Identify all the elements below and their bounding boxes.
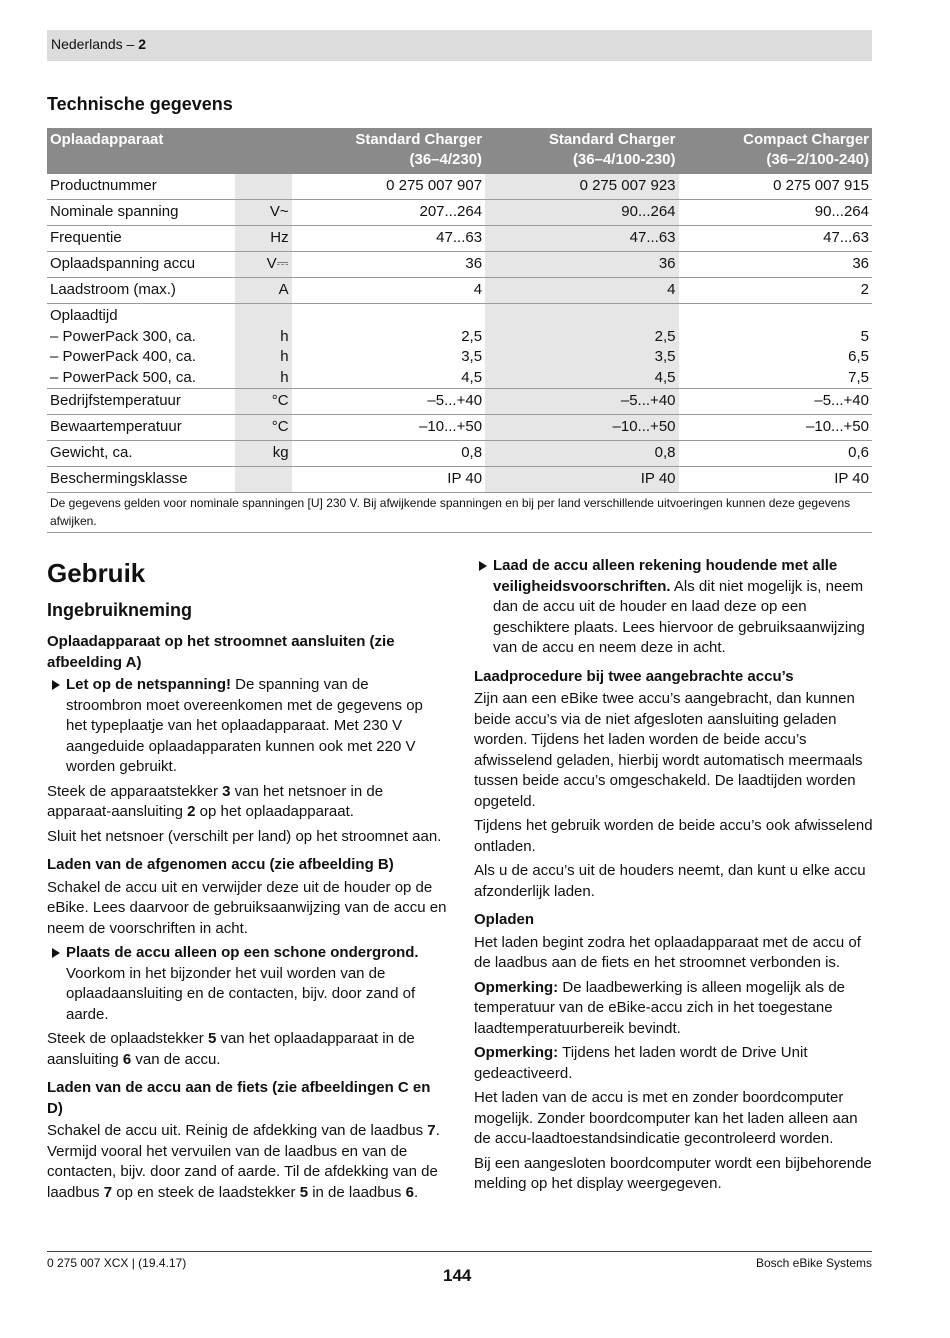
paragraph: Het laden van de accu is met en zonder boordcomputer mogelijk. Zonder boordcomputer kan het laden alleen aan de accu-laadtoestandsindicatie gecontroleerd worden. <box>474 1089 858 1147</box>
section-heading: Laden van de accu aan de fiets (zie afbeeldingen C en D) <box>47 1079 431 1117</box>
charge-time-item: – PowerPack 500, ca. <box>50 368 196 386</box>
table-row <box>47 226 872 252</box>
charge-time-values-2 <box>485 304 678 389</box>
spec-table <box>47 128 872 533</box>
table-row <box>47 252 872 278</box>
header-language: Nederlands <box>51 36 123 52</box>
row-value: 4,5 <box>654 368 676 386</box>
paragraph: Sluit het netsnoer (verschilt per land) op het stroomnet aan. <box>47 827 442 845</box>
row-unit <box>235 467 291 493</box>
table-note-row <box>47 493 872 533</box>
header-device: Oplaadapparaat <box>47 128 235 174</box>
row-unit: °C <box>235 389 291 415</box>
header-separator: – <box>122 36 139 52</box>
charge-time-units <box>235 304 291 389</box>
row-label: Laadstroom (max.) <box>47 278 235 304</box>
row-unit: V~ <box>235 200 291 226</box>
footer-divider <box>47 1251 872 1252</box>
row-unit: Hz <box>235 226 291 252</box>
paragraph: Tijdens het gebruik worden de beide accu’s ook afwisselend ontladen. <box>474 817 873 855</box>
paragraph: Steek de oplaadstekker 5 van het oplaadapparaat in de aansluiting 6 van de accu. <box>47 1030 415 1068</box>
charge-time-values-1 <box>292 304 485 389</box>
warning-bullet <box>47 943 447 1025</box>
row-value: 36 <box>679 252 872 278</box>
charge-time-title: Oplaadtijd <box>50 307 118 324</box>
row-value: IP 40 <box>679 467 872 493</box>
header-charger-3 <box>679 128 872 174</box>
footer-page-number: 144 <box>443 1266 472 1285</box>
row-value: 0 275 007 907 <box>292 174 485 200</box>
row-unit: h <box>280 327 289 345</box>
paragraph: Bij een aangesloten boordcomputer wordt een bijbehorende melding op het display weergegeven. <box>474 1154 872 1192</box>
paragraph: Opmerking: De laadbewerking is alleen mogelijk als de temperatuur van de eBike-accu zich in het toegestane laadtemperatuurbereik bevindt. <box>474 978 846 1037</box>
row-value: 36 <box>485 252 678 278</box>
row-value: –10...+50 <box>485 415 678 441</box>
table-header-row <box>47 128 872 174</box>
subsection-title: Ingebruikneming <box>47 600 193 620</box>
bullet-triangle-icon <box>479 561 487 571</box>
paragraph: Zijn aan een eBike twee accu’s aangebracht, dan kunnen beide accu’s via de niet afgesloten aansluiting geladen worden. Tijdens het laden worden de beide accu’s afwisselend geladen, hierbij wordt automatisch meermaals tussen beide accu’s omgeschakeld. De laadtijden worden opgeteld. <box>474 690 863 810</box>
bullet-bold: Plaats de accu alleen op een schone ondergrond. <box>66 944 419 961</box>
row-value: IP 40 <box>485 467 678 493</box>
row-unit: °C <box>235 415 291 441</box>
row-value: 90...264 <box>485 200 678 226</box>
row-value: –10...+50 <box>679 415 872 441</box>
bullet-triangle-icon <box>52 948 60 958</box>
row-unit: V⎓ <box>235 252 291 278</box>
warning-bullet <box>474 556 874 659</box>
row-value: 90...264 <box>679 200 872 226</box>
page-header <box>47 30 872 61</box>
bullet-text: Voorkom in het bijzonder het vuil worden van de oplaadaansluiting en de contacten, bijv. door zand of aarde. <box>66 964 416 1023</box>
charge-time-item: – PowerPack 400, ca. <box>50 348 196 365</box>
charge-time-values-3 <box>679 304 872 389</box>
bullet-bold: Let op de netspanning! <box>66 676 231 693</box>
table-row <box>47 200 872 226</box>
row-value: 0,8 <box>292 441 485 467</box>
row-unit: h <box>280 348 289 365</box>
right-column <box>474 556 874 1199</box>
header-charger-2 <box>485 128 678 174</box>
row-value: 4,5 <box>461 368 483 386</box>
row-label: Gewicht, ca. <box>47 441 235 467</box>
header-charger-1-name: Standard Charger <box>355 131 483 148</box>
row-unit <box>235 174 291 200</box>
row-value: 4 <box>485 278 678 304</box>
header-charger-2-name: Standard Charger <box>548 131 676 148</box>
section-title: Technische gegevens <box>47 94 233 114</box>
row-value: 3,5 <box>461 348 483 365</box>
paragraph: Opmerking: Tijdens het laden wordt de Drive Unit gedeactiveerd. <box>474 1044 808 1082</box>
row-value: 2,5 <box>654 327 676 345</box>
row-value: 0 275 007 923 <box>485 174 678 200</box>
bullet-text: De spanning van de stroombron moet overeenkomen met de gegevens op het typeplaatje van het oplaadapparaat. Met 230 V aangeduide oplaadapparaten kunnen ook met 220 V worden gebruikt. <box>66 676 423 775</box>
header-charger-1-model: (36–4/230) <box>409 151 483 168</box>
row-label: Bedrijfstemperatuur <box>47 389 235 415</box>
row-unit: A <box>235 278 291 304</box>
header-page: 2 <box>138 36 146 52</box>
row-value: 0 275 007 915 <box>679 174 872 200</box>
row-label: Bewaartemperatuur <box>47 415 235 441</box>
section-heading: Oplaadapparaat op het stroomnet aansluiten (zie afbeelding A) <box>47 633 395 671</box>
table-row <box>47 415 872 441</box>
header-charger-1 <box>292 128 485 174</box>
paragraph: Schakel de accu uit en verwijder deze uit de houder op de eBike. Lees daarvoor de gebruiksaanwijzing van de accu en neem de voorschriften in acht. <box>47 878 447 937</box>
row-value: 36 <box>292 252 485 278</box>
table-row-charge-time <box>47 304 872 389</box>
row-label: Frequentie <box>47 226 235 252</box>
section-heading: Opladen <box>474 911 535 928</box>
bullet-bold: Laad de accu alleen rekening houdende met alle veiligheidsvoorschriften. <box>493 557 838 595</box>
table-row <box>47 278 872 304</box>
row-value: 4 <box>292 278 485 304</box>
row-value: 0,6 <box>679 441 872 467</box>
header-charger-3-model: (36–2/100-240) <box>766 151 869 168</box>
header-charger-3-name: Compact Charger <box>743 131 869 148</box>
row-label: Oplaadspanning accu <box>47 252 235 278</box>
row-value: 207...264 <box>292 200 485 226</box>
row-value: 5 <box>860 327 869 345</box>
footer-document-code: 0 275 007 XCX | (19.4.17) <box>47 1256 187 1270</box>
row-value: 2,5 <box>461 327 483 345</box>
row-value: 47...63 <box>292 226 485 252</box>
bullet-triangle-icon <box>52 680 60 690</box>
charge-time-labels <box>47 304 235 389</box>
table-note: De gegevens gelden voor nominale spanningen [U] 230 V. Bij afwijkende spanningen en bij per land verschillende uitvoeringen kunnen deze gegevens afwijken. <box>47 493 872 533</box>
row-value: 3,5 <box>654 348 676 365</box>
row-value: IP 40 <box>292 467 485 493</box>
row-unit: kg <box>235 441 291 467</box>
footer-publisher: Bosch eBike Systems <box>755 1256 872 1270</box>
chapter-title: Gebruik <box>47 558 146 588</box>
table-row <box>47 174 872 200</box>
row-value: 7,5 <box>848 368 869 386</box>
row-value: 47...63 <box>485 226 678 252</box>
section-heading: Laden van de afgenomen accu (zie afbeelding B) <box>47 856 394 873</box>
row-value: –5...+40 <box>679 389 872 415</box>
row-value: –5...+40 <box>485 389 678 415</box>
row-unit: h <box>280 368 289 386</box>
paragraph: Schakel de accu uit. Reinig de afdekking van de laadbus 7. Vermijd vooral het vervuilen van de laadbus en van de contacten, bijv. door zand of aarde. Til de afdekking van de laadbus 7 op en steek de laadstekker 5 in de laadbus 6. <box>47 1122 440 1201</box>
header-charger-2-model: (36–4/100-230) <box>572 151 676 168</box>
row-value: –10...+50 <box>292 415 485 441</box>
row-label: Nominale spanning <box>47 200 235 226</box>
row-value: 47...63 <box>679 226 872 252</box>
row-value: 2 <box>679 278 872 304</box>
row-label: Beschermingsklasse <box>47 467 235 493</box>
table-row <box>47 441 872 467</box>
row-value: 6,5 <box>848 348 869 365</box>
bullet-text: Als dit niet mogelijk is, neem dan de accu uit de houder en laad deze op een geschiktere plaats. Lees hiervoor de gebruiksaanwijzing van de accu en neem deze in acht. <box>493 577 865 656</box>
warning-bullet <box>47 675 447 778</box>
row-value: 0,8 <box>485 441 678 467</box>
left-column <box>47 556 447 1207</box>
row-label: Productnummer <box>47 174 235 200</box>
row-value: –5...+40 <box>292 389 485 415</box>
table-row <box>47 389 872 415</box>
header-unit-blank <box>235 128 291 174</box>
section-heading: Laadprocedure bij twee aangebrachte accu’s <box>474 667 794 685</box>
paragraph: Steek de apparaatstekker 3 van het netsnoer in de apparaat-aansluiting 2 op het oplaadapparaat. <box>47 782 384 820</box>
table-row <box>47 467 872 493</box>
paragraph: Het laden begint zodra het oplaadapparaat met de accu of de laadbus aan de fiets en het stroomnet verbonden is. <box>474 933 861 971</box>
charge-time-item: – PowerPack 300, ca. <box>50 327 196 345</box>
paragraph: Als u de accu’s uit de houders neemt, dan kunt u elke accu afzonderlijk laden. <box>474 862 866 900</box>
